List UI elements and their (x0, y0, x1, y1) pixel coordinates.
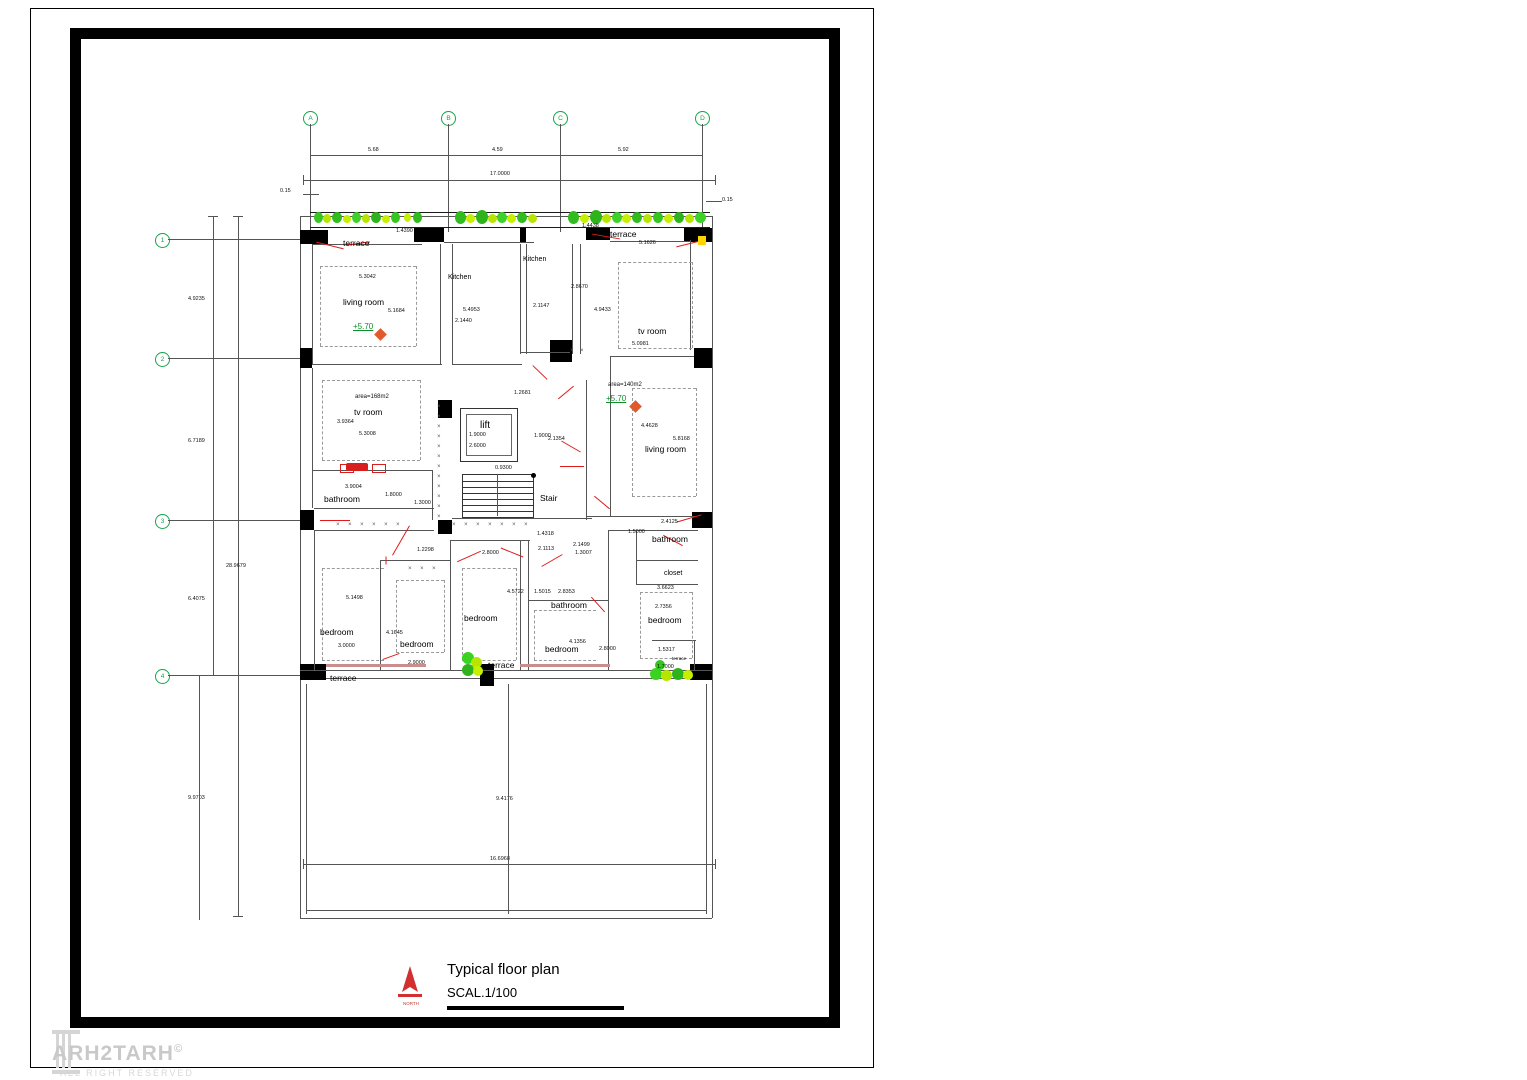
room-label-terrace: terrace (488, 660, 515, 670)
north-label: NORTH (403, 1001, 419, 1006)
dim-bay-B-C: 4.59 (492, 147, 503, 153)
elevation-mark-right: +5.70 (606, 394, 627, 403)
drawing-sheet: A B C D 1 2 3 4 5.68 4.59 5.92 17.0000 0.15 0.15 4.9235 6.7189 6.4075 9.9703 28.9679 16.6968 9.4176 × × × × × × × × × × × × × × × × × × × × × × × × × × × × × × terrace terrace terrace terrace terrace living room living room Kitchen Kitchen tv room tv room lift Stair bathroom bathroom bathroom closet bedroom bedroom bedroom bedroom bedroom area=168m2 area=140m2 +5.70 +5.70 1.4390 1.4438 5.1626 5.3042 5.1684 2.8670 2.1147 4.9433 5.4953 2.1440 5.0981 1.2681 3.9364 5.3008 1.9000 2.6000 1.9000 2.1354 4.4628 5.8168 0.9300 3.9004 1.8000 1.3000 2.4125 1.5000 1.4318 2.1113 2.1499 1.3007 1.2298 2.8000 3.6623 2.7356 2.8353 1.5015 4.5722 5.1498 4.1645 4.1356 2.8000 3.0000 2.9000 1.5317 1.7000 NORTH Typical floor plan SCAL.1/100 ARH2TARH© ALL RIGHT RESERVED (0, 0, 1527, 1080)
annotation: 4.9433 (594, 307, 611, 313)
annotation: 4.1645 (386, 630, 403, 636)
annotation: 0.9300 (495, 465, 512, 471)
annotation: 1.2298 (417, 547, 434, 553)
watermark-brand (52, 1042, 183, 1066)
grid-bubble-4: 4 (155, 669, 170, 684)
annotation: 1.3000 (414, 500, 431, 506)
dim-inner-bottom: 9.4176 (496, 796, 513, 802)
wall-column (300, 348, 312, 368)
room-label-living-room: living room (645, 444, 687, 454)
area-note-left: area=168m2 (355, 394, 389, 400)
annotation: 2.1499 (573, 542, 590, 548)
room-label-terrace: terrace (610, 229, 637, 239)
annotation: 4.4628 (641, 423, 658, 429)
room-label-bedroom: bedroom (320, 627, 354, 637)
annotation: 1.8000 (385, 492, 402, 498)
annotation: 2.1354 (548, 436, 565, 442)
dim-bay-A-B: 5.68 (368, 147, 379, 153)
area-note-right: area=140m2 (608, 382, 642, 388)
grid-bubble-2: 2 (155, 352, 170, 367)
annotation: 5.0981 (632, 341, 649, 347)
annotation: 1.2681 (514, 390, 531, 396)
stair-run (462, 474, 534, 518)
annotation: 5.8168 (673, 436, 690, 442)
annotation: 1.4438 (582, 223, 599, 229)
watermark-rights: ALL RIGHT RESERVED (60, 1068, 194, 1078)
drawing-frame (70, 28, 840, 1028)
room-label-terrace: terrace (672, 656, 687, 661)
drawing-title: Typical floor plan (447, 961, 560, 978)
annotation: 3.6623 (657, 585, 674, 591)
annotation: 2.1113 (538, 546, 555, 552)
wall-column (550, 340, 572, 362)
room-label-terrace: terrace (330, 673, 357, 683)
dim-row-1-2: 4.9235 (188, 296, 205, 302)
dim-overall-left: 28.9679 (226, 563, 246, 569)
annotation: 2.1440 (455, 318, 472, 324)
room-label-closet: closet (664, 570, 683, 577)
grid-bubble-3: 3 (155, 514, 170, 529)
wall-column (694, 348, 712, 368)
grid-bubble-1: 1 (155, 233, 170, 248)
dim-bay-C-D: 5.92 (618, 147, 629, 153)
annotation: 4.1356 (569, 639, 586, 645)
annotation: 5.4953 (463, 307, 480, 313)
grid-bubble-D: D (695, 111, 710, 126)
dim-row-2-3: 6.7189 (188, 438, 205, 444)
annotation: 1.5000 (628, 529, 645, 535)
grid-bubble-A: A (303, 111, 318, 126)
north-arrow (388, 966, 432, 1000)
elevation-mark-left: +5.70 (353, 322, 374, 331)
annotation: 2.8670 (571, 284, 588, 290)
annotation: 3.0000 (338, 643, 355, 649)
annotation: 5.3042 (359, 274, 376, 280)
dim-row-4-bottom: 9.9703 (188, 795, 205, 801)
grid-bubble-B: B (441, 111, 456, 126)
room-label-tv-room: tv room (354, 407, 383, 417)
annotation: 1.3007 (575, 550, 592, 556)
title-underline (447, 1006, 624, 1010)
annotation: 5.1498 (346, 595, 363, 601)
room-label-bathroom: bathroom (551, 600, 587, 610)
wall-column (300, 230, 328, 244)
grid-bubble-C: C (553, 111, 568, 126)
room-label-lift: lift (480, 420, 490, 431)
room-label-stair: Stair (540, 493, 558, 503)
room-label-bedroom: bedroom (400, 639, 434, 649)
room-label-bedroom: bedroom (545, 644, 579, 654)
annotation: 2.4125 (661, 519, 678, 525)
annotation: 5.3008 (359, 431, 376, 437)
room-label-terrace: terrace (343, 238, 370, 248)
annotation: 2.9000 (408, 660, 425, 666)
annotation: 2.8353 (558, 589, 575, 595)
room-label-bedroom: bedroom (648, 615, 682, 625)
dim-overall-bottom: 16.6968 (490, 856, 510, 862)
annotation: 1.9000 (469, 432, 486, 438)
annotation: 2.8000 (482, 550, 499, 556)
annotation: 5.1684 (388, 308, 405, 314)
room-label-bedroom: bedroom (464, 613, 498, 623)
annotation: 1.5317 (658, 647, 675, 653)
annotation: 1.9000 (534, 433, 551, 439)
annotation: 5.1626 (639, 240, 656, 246)
copyright-icon: © (173, 1043, 184, 1055)
annotation: 2.8000 (599, 646, 616, 652)
dim-right-offset: 0.15 (722, 197, 733, 203)
annotation: 2.6000 (469, 443, 486, 449)
room-label-kitchen: Kitchen (448, 274, 472, 281)
annotation: 4.5722 (507, 589, 524, 595)
annotation: 1.5015 (534, 589, 551, 595)
annotation: 1.7000 (657, 664, 674, 670)
wall-column (520, 228, 526, 242)
dim-left-offset: 0.15 (280, 188, 291, 194)
annotation: 1.4318 (537, 531, 554, 537)
dim-row-3-4: 6.4075 (188, 596, 205, 602)
annotation: 2.1147 (533, 303, 550, 309)
room-label-bathroom: bathroom (652, 534, 688, 544)
room-label-bathroom: bathroom (324, 494, 360, 504)
annotation: 3.9004 (345, 484, 362, 490)
wall-column (692, 512, 712, 528)
annotation: 1.4390 (396, 228, 413, 234)
watermark-brand-text: ARH2TARH (52, 1042, 174, 1065)
annotation: 2.7356 (655, 604, 672, 610)
dim-overall-top: 17.0000 (490, 171, 510, 177)
annotation: 3.9364 (337, 419, 354, 425)
drawing-scale: SCAL.1/100 (447, 985, 518, 1000)
wall-column (438, 520, 452, 534)
room-label-kitchen: Kitchen (523, 256, 547, 263)
wall-column (300, 510, 314, 530)
wall-column (300, 664, 326, 680)
room-label-tv-room: tv room (638, 326, 667, 336)
wall-column (414, 228, 444, 242)
room-label-living-room: living room (343, 297, 385, 307)
